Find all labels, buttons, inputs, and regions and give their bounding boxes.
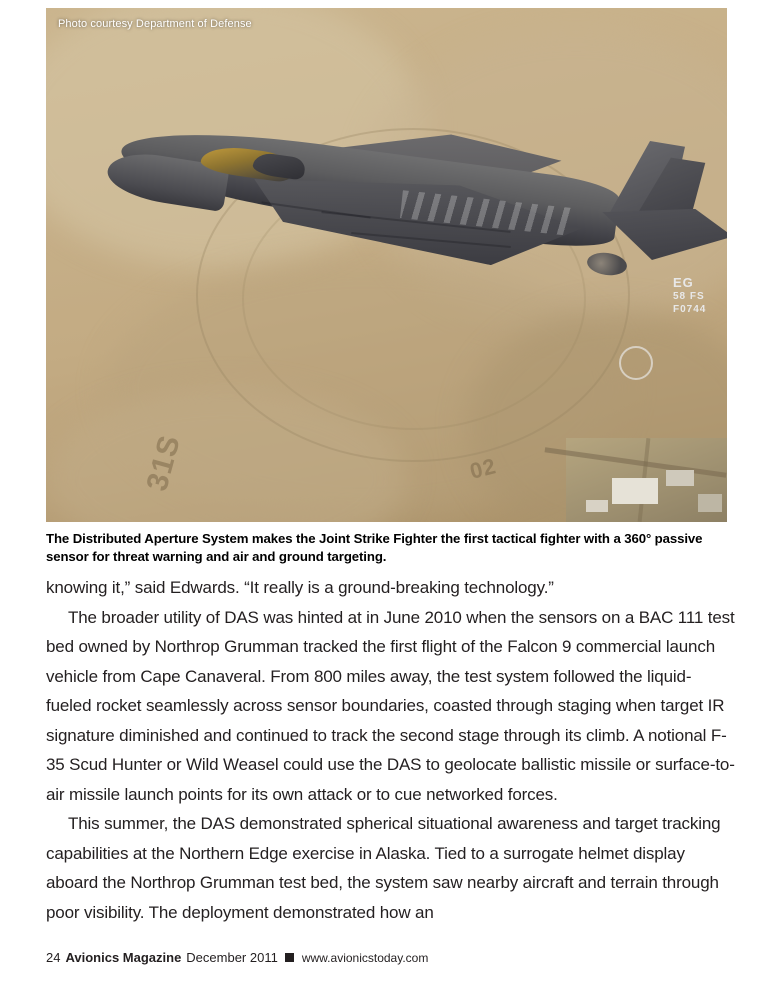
runway-marking-right: 02 [467,453,499,484]
tail-code: EG [673,275,694,290]
photo-credit: Photo courtesy Department of Defense [58,18,252,30]
airbase-building [586,500,608,512]
footer-square-icon [285,953,294,962]
figure-caption: The Distributed Aperture System makes the Joint Strike Fighter the first tactical fighter with a 360° passive sensor for threat warning and air and ground targeting. [46,531,703,564]
airbase-building [612,478,658,504]
airbase-building [698,494,722,512]
aircraft-tail-markings [673,275,719,321]
tail-serial: F0744 [673,303,707,315]
article-figure [46,8,727,522]
body-paragraph-3: This summer, the DAS demonstrated spherical situational awareness and target tracking capabilities at the Northern Edge exercise in Alaska. Tied to a surrogate helmet display aboard the Northrop Grumman test bed, the system saw nearby aircraft and terrain through poor visibility. The deployment demonstrated how an [46,814,721,922]
runway-marking-left: 31S [140,431,187,495]
figure-photo [46,8,727,522]
footer-issue-date: December 2011 [186,950,278,965]
aircraft-roundel [619,346,653,380]
aircraft-exhaust [586,250,629,277]
tail-squadron: 58 FS [673,291,705,303]
body-paragraph-2: The broader utility of DAS was hinted at in June 2010 when the sensors on a BAC 111 test bed owned by Northrop Grumman tracked the first flight of the Falcon 9 commercial launch vehicle from Cape Canaveral. From 800 miles away, the test system followed the liquid-fueled rocket seamlessly across sensor boundaries, coasted through staging when target IR signature diminished and continued to track the second stage through its climb. A notional F-35 Scud Hunter or Wild Weasel could use the DAS to geolocate ballistic missile or surface-to-air missile launch points for its own attack or to cue networked forces. [46,607,735,804]
footer-url: www.avionicstoday.com [301,950,429,965]
article-body [46,573,736,927]
f35-aircraft [101,103,707,315]
footer-page-number: 24 [46,950,61,965]
body-paragraph-1: knowing it,” said Edwards. “It really is a ground-breaking technology.” [46,578,554,597]
page-footer [46,950,736,965]
airbase-building [666,470,694,486]
footer-magazine-name: Avionics Magazine [65,950,182,965]
